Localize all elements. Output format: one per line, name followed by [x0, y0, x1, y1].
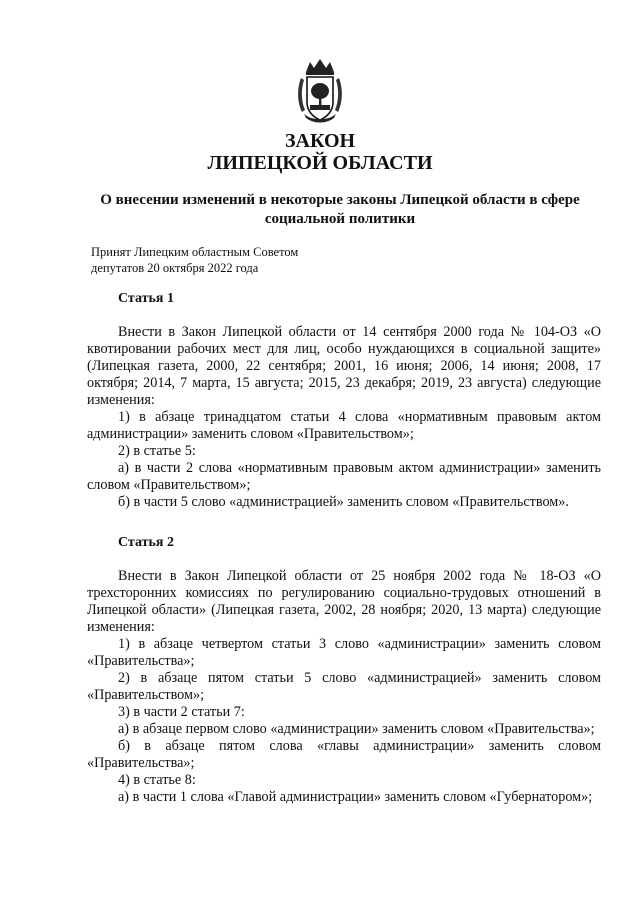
article-1-paragraph: 1) в абзаце тринадцатом статьи 4 слова «нормативным правовым актом администрации» заменить словом «Правительством»;: [87, 409, 601, 442]
region-title: ЛИПЕЦКОЙ ОБЛАСТИ: [207, 152, 433, 174]
law-subject: О внесении изменений в некоторые законы Липецкой области в сфере социальной политики: [100, 192, 580, 227]
article-2-paragraph: 2) в абзаце пятом статьи 5 слово «администрацией» заменить словом «Правительством»;: [87, 670, 601, 703]
article-1-heading: Статья 1: [118, 291, 174, 306]
article-1-paragraph: Внести в Закон Липецкой области от 14 сентября 2000 года № 104-ОЗ «О квотировании рабочих мест для лиц, особо нуждающихся в социальной защите» (Липецкая газета, 2000, 22 сентября; 2001, 16 июня; 2006, 14 июня; 2008, 17 октября; 2014, 7 марта, 15 августа; 2015, 23 декабря; 2019, 23 августа) следующие изменения:: [87, 324, 601, 408]
article-2-paragraph: 1) в абзаце четвертом статьи 3 слово «администрации» заменить словом «Правительства»;: [87, 636, 601, 669]
article-2-body: [87, 568, 601, 806]
adoption-note: [91, 244, 298, 276]
article-2-paragraph: 4) в статье 8:: [118, 772, 196, 788]
law-title: ЗАКОН: [284, 130, 356, 152]
adoption-note-line-1: Принят Липецким областным Советом: [91, 245, 299, 259]
article-1-paragraph: а) в части 2 слова «нормативным правовым актом администрации» заменить словом «Правительством»;: [87, 460, 601, 493]
article-1-paragraph: б) в части 5 слово «администрацией» заменить словом «Правительством».: [118, 494, 569, 510]
coat-of-arms-icon: [296, 58, 344, 124]
article-2-paragraph: а) в абзаце первом слово «администрации» заменить словом «Правительства»;: [118, 721, 595, 737]
article-2-paragraph: Внести в Закон Липецкой области от 25 ноября 2002 года № 18-ОЗ «О трехсторонних комиссиях по регулированию социально-трудовых отношений в Липецкой области» (Липецкая газета, 2002, 28 ноября; 2020, 13 марта) следующие изменения:: [87, 568, 601, 635]
article-1-paragraph: 2) в статье 5:: [118, 443, 196, 459]
article-2-paragraph: а) в части 1 слова «Главой администрации» заменить словом «Губернатором»;: [118, 789, 593, 805]
article-1-body: [87, 324, 601, 511]
article-2-heading: Статья 2: [118, 535, 174, 550]
article-2-paragraph: б) в абзаце пятом слова «главы администрации» заменить словом «Правительства»;: [87, 738, 601, 771]
adoption-note-line-2: депутатов 20 октября 2022 года: [91, 261, 259, 275]
article-2-paragraph: 3) в части 2 статьи 7:: [118, 704, 245, 720]
